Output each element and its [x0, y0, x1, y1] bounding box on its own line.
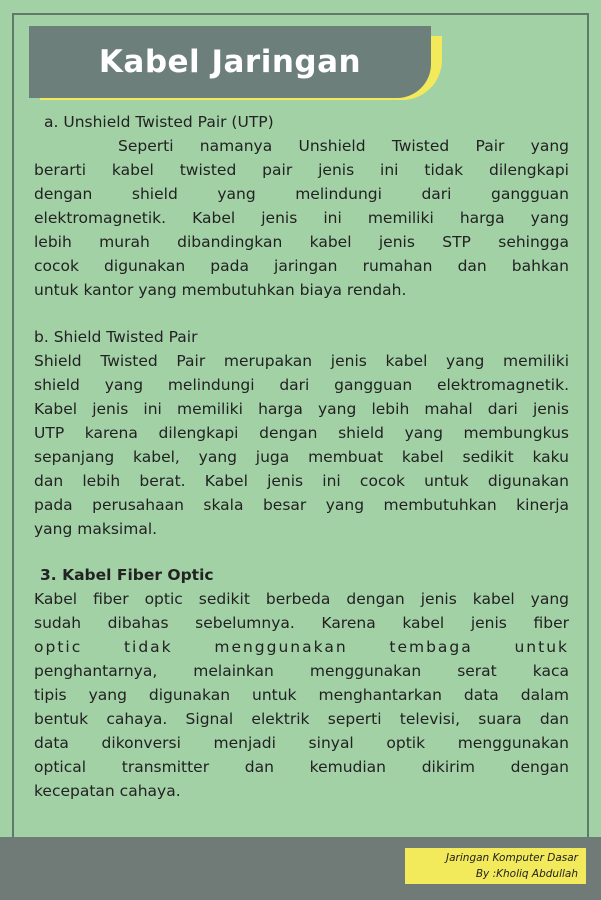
paragraph-line: UTP karena dilengkapi dengan shield yang membungkus [34, 424, 569, 442]
section-body-utp [34, 134, 569, 302]
section-heading-fiber-optic: 3. Kabel Fiber Optic [40, 566, 214, 584]
paragraph-line: shield yang melindungi dari gangguan elektromagnetik. [34, 376, 569, 394]
section-fiber-optic [34, 563, 569, 803]
section-heading-stp: b. Shield Twisted Pair [34, 328, 198, 346]
paragraph-line: elektromagnetik. Kabel jenis ini memiliki harga yang [34, 209, 569, 227]
page-title: Kabel Jaringan [98, 44, 362, 80]
paragraph-line: dengan shield yang melindungi dari gangguan [34, 185, 569, 203]
paragraph-line: Kabel jenis ini memiliki harga yang lebih mahal dari jenis [34, 400, 569, 418]
paragraph-line: optical transmitter dan kemudian dikirim dengan [34, 758, 569, 776]
paragraph-line: sudah dibahas sebelumnya. Karena kabel jenis fiber [34, 614, 569, 632]
paragraph-line: kecepatan cahaya. [34, 782, 181, 800]
paragraph-line: penghantarnya, melainkan menggunakan serat kaca [34, 662, 569, 680]
paragraph-line: pada perusahaan skala besar yang membutuhkan kinerja [34, 496, 569, 514]
section-body-fiber-optic [34, 587, 569, 803]
credit-author: By :Kholiq Abdullah [475, 868, 578, 880]
paragraph-line: sepanjang kabel, yang juga membuat kabel sedikit kaku [34, 448, 569, 466]
paragraph-line: Kabel fiber optic sedikit berbeda dengan jenis kabel yang [34, 590, 569, 608]
paragraph-line: Seperti namanya Unshield Twisted Pair yang [118, 137, 569, 155]
section-spacer [34, 302, 569, 325]
paragraph-line: Shield Twisted Pair merupakan jenis kabel yang memiliki [34, 352, 569, 370]
section-heading-utp: a. Unshield Twisted Pair (UTP) [44, 113, 274, 131]
section-spacer [34, 541, 569, 563]
article-content [34, 110, 569, 803]
paragraph-line: data dikonversi menjadi sinyal optik menggunakan [34, 734, 569, 752]
section-body-stp [34, 349, 569, 541]
paragraph-line: dan lebih berat. Kabel jenis ini cocok untuk digunakan [34, 472, 569, 490]
paragraph-line: cocok digunakan pada jaringan rumahan dan bahkan [34, 257, 569, 275]
paragraph-line: optic tidak menggunakan tembaga untuk [34, 638, 569, 656]
credit-label [405, 848, 586, 884]
paragraph-line: untuk kantor yang membutuhkan biaya rendah. [34, 281, 407, 299]
paragraph-line: tipis yang digunakan untuk menghantarkan data dalam [34, 686, 569, 704]
paragraph-line: berarti kabel twisted pair jenis ini tidak dilengkapi [34, 161, 569, 179]
paragraph-line: bentuk cahaya. Signal elektrik seperti televisi, suara dan [34, 710, 569, 728]
section-utp [34, 110, 569, 302]
paragraph-line: yang maksimal. [34, 520, 158, 538]
paragraph-line: lebih murah dibandingkan kabel jenis STP sehingga [34, 233, 569, 251]
credit-course: Jaringan Komputer Dasar [446, 852, 578, 864]
section-stp [34, 325, 569, 541]
